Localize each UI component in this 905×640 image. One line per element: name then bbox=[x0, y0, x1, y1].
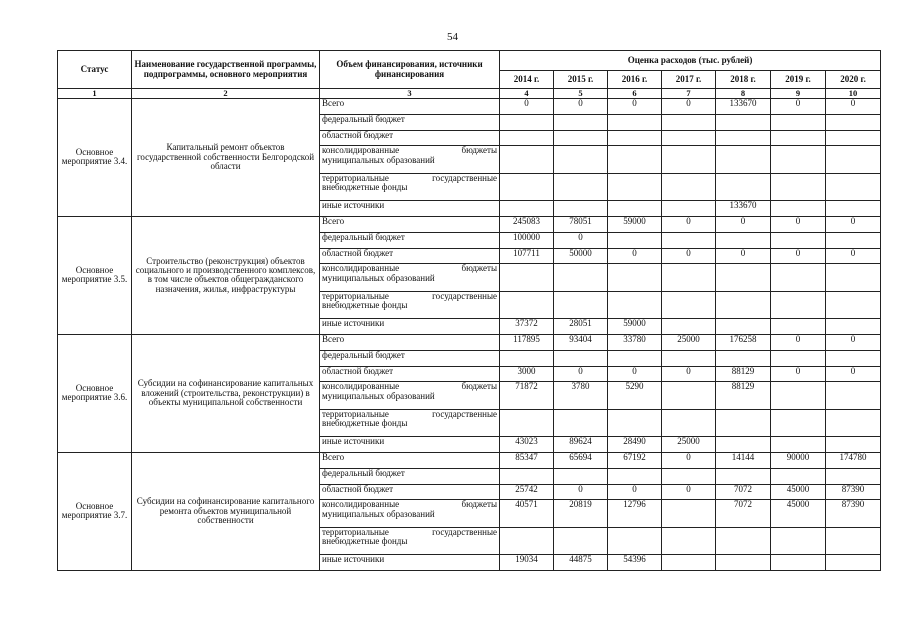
column-number: 6 bbox=[608, 89, 662, 99]
amount-cell: 0 bbox=[608, 99, 662, 115]
amount-cell bbox=[716, 555, 771, 571]
measure-name: Субсидии на софинансирование капитального ремонта объектов муниципальной собственности bbox=[132, 452, 320, 570]
expenditure-table bbox=[57, 50, 881, 571]
funding-source-label: территориальные государственные внебюджетные фонды bbox=[320, 291, 500, 318]
amount-cell: 25000 bbox=[662, 334, 716, 350]
amount-cell bbox=[826, 173, 881, 200]
amount-cell bbox=[771, 264, 826, 291]
amount-cell bbox=[662, 409, 716, 436]
amount-cell bbox=[554, 114, 608, 130]
amount-cell bbox=[826, 264, 881, 291]
column-number: 7 bbox=[662, 89, 716, 99]
amount-cell bbox=[771, 114, 826, 130]
funding-source-label: областной бюджет bbox=[320, 248, 500, 264]
amount-cell bbox=[662, 232, 716, 248]
amount-cell bbox=[554, 291, 608, 318]
amount-cell bbox=[554, 409, 608, 436]
header-year: 2016 г. bbox=[608, 71, 662, 89]
amount-cell: 3780 bbox=[554, 382, 608, 409]
amount-cell bbox=[716, 130, 771, 146]
funding-source-label: иные источники bbox=[320, 555, 500, 571]
amount-cell bbox=[716, 319, 771, 335]
amount-cell bbox=[608, 409, 662, 436]
amount-cell: 0 bbox=[662, 248, 716, 264]
amount-cell: 245083 bbox=[500, 216, 554, 232]
table-row bbox=[58, 334, 881, 350]
funding-source-label: консолидированные бюджеты муниципальных образований bbox=[320, 382, 500, 409]
amount-cell bbox=[771, 382, 826, 409]
amount-cell bbox=[771, 232, 826, 248]
amount-cell: 0 bbox=[662, 99, 716, 115]
amount-cell: 0 bbox=[608, 484, 662, 500]
amount-cell: 54396 bbox=[608, 555, 662, 571]
amount-cell bbox=[500, 468, 554, 484]
amount-cell bbox=[826, 232, 881, 248]
amount-cell bbox=[771, 173, 826, 200]
amount-cell: 0 bbox=[826, 248, 881, 264]
amount-cell bbox=[662, 319, 716, 335]
amount-cell: 71872 bbox=[500, 382, 554, 409]
funding-source-label: Всего bbox=[320, 334, 500, 350]
amount-cell: 90000 bbox=[771, 452, 826, 468]
amount-cell: 33780 bbox=[608, 334, 662, 350]
header-funding: Объем финансирования, источники финансирования bbox=[320, 51, 500, 89]
amount-cell: 67192 bbox=[608, 452, 662, 468]
amount-cell bbox=[826, 130, 881, 146]
amount-cell: 50000 bbox=[554, 248, 608, 264]
amount-cell bbox=[554, 527, 608, 554]
amount-cell bbox=[608, 201, 662, 217]
funding-source-label: консолидированные бюджеты муниципальных образований bbox=[320, 500, 500, 527]
amount-cell bbox=[662, 114, 716, 130]
amount-cell bbox=[662, 350, 716, 366]
column-number: 9 bbox=[771, 89, 826, 99]
amount-cell bbox=[662, 146, 716, 173]
funding-source-label: Всего bbox=[320, 99, 500, 115]
amount-cell bbox=[554, 468, 608, 484]
amount-cell bbox=[771, 409, 826, 436]
amount-cell bbox=[608, 130, 662, 146]
amount-cell bbox=[608, 232, 662, 248]
header-year: 2020 г. bbox=[826, 71, 881, 89]
amount-cell bbox=[826, 146, 881, 173]
amount-cell: 5290 bbox=[608, 382, 662, 409]
amount-cell: 25742 bbox=[500, 484, 554, 500]
amount-cell: 0 bbox=[826, 216, 881, 232]
amount-cell: 0 bbox=[826, 334, 881, 350]
table-row bbox=[58, 216, 881, 232]
amount-cell: 0 bbox=[500, 99, 554, 115]
page-number: 54 bbox=[447, 31, 458, 43]
amount-cell bbox=[608, 173, 662, 200]
amount-cell: 0 bbox=[662, 366, 716, 382]
measure-status: Основное мероприятие 3.6. bbox=[58, 334, 132, 452]
amount-cell bbox=[662, 382, 716, 409]
funding-source-label: федеральный бюджет bbox=[320, 468, 500, 484]
amount-cell bbox=[826, 382, 881, 409]
funding-source-label: Всего bbox=[320, 452, 500, 468]
amount-cell bbox=[554, 146, 608, 173]
amount-cell: 0 bbox=[771, 99, 826, 115]
amount-cell bbox=[608, 468, 662, 484]
amount-cell: 37372 bbox=[500, 319, 554, 335]
amount-cell: 0 bbox=[771, 216, 826, 232]
amount-cell: 0 bbox=[716, 216, 771, 232]
amount-cell bbox=[771, 527, 826, 554]
amount-cell bbox=[826, 291, 881, 318]
amount-cell: 28051 bbox=[554, 319, 608, 335]
amount-cell bbox=[662, 291, 716, 318]
funding-source-label: территориальные государственные внебюджетные фонды bbox=[320, 173, 500, 200]
amount-cell bbox=[771, 319, 826, 335]
amount-cell: 20819 bbox=[554, 500, 608, 527]
amount-cell bbox=[500, 350, 554, 366]
amount-cell bbox=[662, 468, 716, 484]
amount-cell bbox=[771, 437, 826, 453]
amount-cell bbox=[608, 527, 662, 554]
amount-cell bbox=[716, 527, 771, 554]
funding-source-label: территориальные государственные внебюджетные фонды bbox=[320, 409, 500, 436]
amount-cell bbox=[771, 146, 826, 173]
funding-source-label: федеральный бюджет bbox=[320, 232, 500, 248]
amount-cell bbox=[826, 201, 881, 217]
header-estimate: Оценка расходов (тыс. рублей) bbox=[500, 51, 881, 71]
amount-cell bbox=[771, 201, 826, 217]
amount-cell: 59000 bbox=[608, 319, 662, 335]
amount-cell: 0 bbox=[662, 452, 716, 468]
amount-cell bbox=[500, 114, 554, 130]
header-status: Статус bbox=[58, 51, 132, 89]
amount-cell bbox=[716, 468, 771, 484]
amount-cell bbox=[554, 264, 608, 291]
funding-source-label: иные источники bbox=[320, 201, 500, 217]
amount-cell: 7072 bbox=[716, 484, 771, 500]
amount-cell bbox=[826, 350, 881, 366]
column-number: 4 bbox=[500, 89, 554, 99]
amount-cell: 25000 bbox=[662, 437, 716, 453]
header-year: 2017 г. bbox=[662, 71, 716, 89]
amount-cell: 14144 bbox=[716, 452, 771, 468]
amount-cell: 0 bbox=[826, 99, 881, 115]
amount-cell: 7072 bbox=[716, 500, 771, 527]
amount-cell bbox=[662, 500, 716, 527]
amount-cell: 43023 bbox=[500, 437, 554, 453]
amount-cell: 100000 bbox=[500, 232, 554, 248]
header-year: 2014 г. bbox=[500, 71, 554, 89]
amount-cell: 0 bbox=[771, 366, 826, 382]
amount-cell: 0 bbox=[826, 366, 881, 382]
amount-cell bbox=[771, 130, 826, 146]
amount-cell: 0 bbox=[554, 484, 608, 500]
amount-cell: 59000 bbox=[608, 216, 662, 232]
amount-cell: 45000 bbox=[771, 500, 826, 527]
amount-cell bbox=[716, 409, 771, 436]
amount-cell: 12796 bbox=[608, 500, 662, 527]
amount-cell bbox=[826, 437, 881, 453]
amount-cell: 88129 bbox=[716, 366, 771, 382]
amount-cell bbox=[500, 291, 554, 318]
amount-cell bbox=[608, 291, 662, 318]
amount-cell bbox=[554, 173, 608, 200]
amount-cell: 0 bbox=[771, 334, 826, 350]
funding-source-label: Всего bbox=[320, 216, 500, 232]
measure-status: Основное мероприятие 3.5. bbox=[58, 216, 132, 334]
amount-cell bbox=[500, 130, 554, 146]
column-number: 10 bbox=[826, 89, 881, 99]
amount-cell bbox=[826, 114, 881, 130]
amount-cell: 0 bbox=[554, 99, 608, 115]
amount-cell bbox=[662, 130, 716, 146]
amount-cell bbox=[716, 437, 771, 453]
table-body bbox=[58, 99, 881, 571]
funding-source-label: областной бюджет bbox=[320, 366, 500, 382]
column-number: 1 bbox=[58, 89, 132, 99]
funding-source-label: иные источники bbox=[320, 437, 500, 453]
amount-cell bbox=[716, 146, 771, 173]
funding-source-label: федеральный бюджет bbox=[320, 114, 500, 130]
amount-cell: 40571 bbox=[500, 500, 554, 527]
amount-cell: 3000 bbox=[500, 366, 554, 382]
amount-cell bbox=[500, 173, 554, 200]
amount-cell bbox=[500, 527, 554, 554]
amount-cell: 0 bbox=[662, 216, 716, 232]
amount-cell bbox=[662, 201, 716, 217]
amount-cell: 78051 bbox=[554, 216, 608, 232]
amount-cell: 93404 bbox=[554, 334, 608, 350]
amount-cell bbox=[662, 173, 716, 200]
funding-source-label: консолидированные бюджеты муниципальных образований bbox=[320, 264, 500, 291]
column-number: 8 bbox=[716, 89, 771, 99]
amount-cell bbox=[716, 291, 771, 318]
column-number: 2 bbox=[132, 89, 320, 99]
funding-source-label: областной бюджет bbox=[320, 130, 500, 146]
funding-source-label: иные источники bbox=[320, 319, 500, 335]
amount-cell bbox=[554, 350, 608, 366]
amount-cell: 0 bbox=[771, 248, 826, 264]
measure-name: Субсидии на софинансирование капитальных вложений (строительства, реконструкции) в объекты муниципальной собственности bbox=[132, 334, 320, 452]
amount-cell: 117895 bbox=[500, 334, 554, 350]
amount-cell: 0 bbox=[608, 248, 662, 264]
measure-name: Строительство (реконструкция) объектов социального и производственного комплексов, в том числе объектов общегражданского назначения, жилья, инфраструктуры bbox=[132, 216, 320, 334]
amount-cell bbox=[662, 264, 716, 291]
table-row bbox=[58, 99, 881, 115]
header-year: 2018 г. bbox=[716, 71, 771, 89]
amount-cell bbox=[608, 114, 662, 130]
amount-cell: 174780 bbox=[826, 452, 881, 468]
amount-cell: 88129 bbox=[716, 382, 771, 409]
amount-cell bbox=[716, 350, 771, 366]
amount-cell: 0 bbox=[554, 366, 608, 382]
header-year: 2015 г. bbox=[554, 71, 608, 89]
amount-cell: 45000 bbox=[771, 484, 826, 500]
amount-cell bbox=[716, 232, 771, 248]
funding-source-label: территориальные государственные внебюджетные фонды bbox=[320, 527, 500, 554]
amount-cell bbox=[662, 555, 716, 571]
amount-cell bbox=[500, 201, 554, 217]
amount-cell: 85347 bbox=[500, 452, 554, 468]
amount-cell bbox=[826, 527, 881, 554]
measure-name: Капитальный ремонт объектов государственной собственности Белгородской области bbox=[132, 99, 320, 217]
amount-cell: 19034 bbox=[500, 555, 554, 571]
amount-cell: 176258 bbox=[716, 334, 771, 350]
amount-cell bbox=[554, 130, 608, 146]
column-number: 5 bbox=[554, 89, 608, 99]
measure-status: Основное мероприятие 3.7. bbox=[58, 452, 132, 570]
amount-cell bbox=[826, 319, 881, 335]
amount-cell: 89624 bbox=[554, 437, 608, 453]
amount-cell bbox=[716, 173, 771, 200]
amount-cell bbox=[554, 201, 608, 217]
amount-cell: 133670 bbox=[716, 99, 771, 115]
amount-cell: 28490 bbox=[608, 437, 662, 453]
column-number: 3 bbox=[320, 89, 500, 99]
amount-cell bbox=[500, 264, 554, 291]
amount-cell bbox=[716, 264, 771, 291]
amount-cell: 0 bbox=[662, 484, 716, 500]
header-year: 2019 г. bbox=[771, 71, 826, 89]
measure-status: Основное мероприятие 3.4. bbox=[58, 99, 132, 217]
funding-source-label: федеральный бюджет bbox=[320, 350, 500, 366]
header-program: Наименование государственной программы, подпрограммы, основного мероприятия bbox=[132, 51, 320, 89]
amount-cell: 0 bbox=[554, 232, 608, 248]
amount-cell: 107711 bbox=[500, 248, 554, 264]
amount-cell: 65694 bbox=[554, 452, 608, 468]
amount-cell bbox=[662, 527, 716, 554]
amount-cell bbox=[716, 114, 771, 130]
amount-cell bbox=[826, 468, 881, 484]
amount-cell bbox=[500, 409, 554, 436]
amount-cell bbox=[771, 350, 826, 366]
amount-cell bbox=[771, 555, 826, 571]
amount-cell: 0 bbox=[608, 366, 662, 382]
amount-cell bbox=[771, 291, 826, 318]
funding-source-label: консолидированные бюджеты муниципальных образований bbox=[320, 146, 500, 173]
amount-cell: 44875 bbox=[554, 555, 608, 571]
amount-cell bbox=[500, 146, 554, 173]
amount-cell: 0 bbox=[716, 248, 771, 264]
amount-cell bbox=[826, 409, 881, 436]
amount-cell: 87390 bbox=[826, 484, 881, 500]
amount-cell: 87390 bbox=[826, 500, 881, 527]
amount-cell: 133670 bbox=[716, 201, 771, 217]
amount-cell bbox=[608, 350, 662, 366]
amount-cell bbox=[826, 555, 881, 571]
amount-cell bbox=[608, 146, 662, 173]
amount-cell bbox=[771, 468, 826, 484]
amount-cell bbox=[608, 264, 662, 291]
funding-source-label: областной бюджет bbox=[320, 484, 500, 500]
table-row bbox=[58, 452, 881, 468]
